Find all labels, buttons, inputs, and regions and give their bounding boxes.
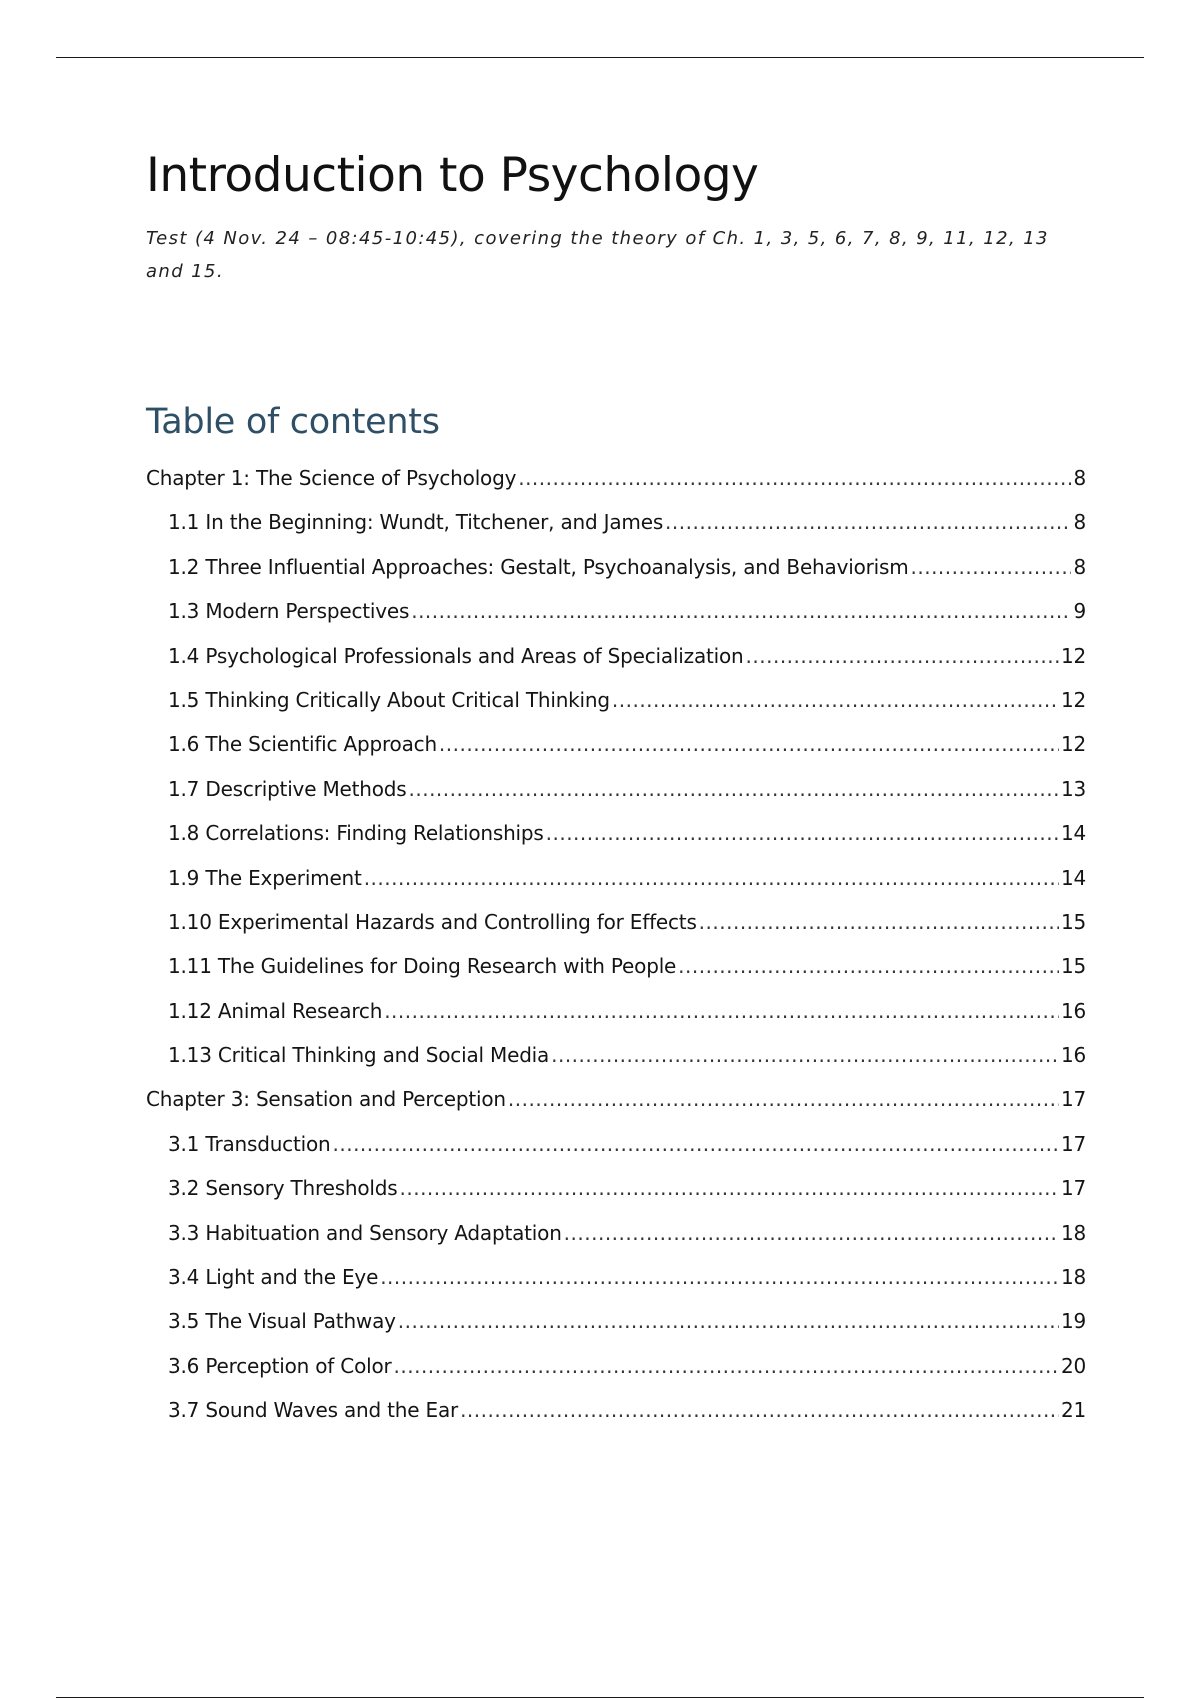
toc-entry-page-number: 14 (1060, 821, 1086, 846)
toc-entry-page-number: 16 (1060, 1043, 1086, 1068)
toc-dot-leader (460, 1398, 1059, 1422)
toc-chapter-entry[interactable] (146, 1087, 1086, 1131)
toc-entry-label: 1.6 The Scientific Approach (168, 732, 437, 757)
document-title: Introduction to Psychology (146, 148, 759, 203)
toc-section-entry[interactable] (146, 954, 1086, 998)
toc-dot-leader (678, 954, 1059, 978)
toc-section-entry[interactable] (146, 1132, 1086, 1176)
toc-section-entry[interactable] (146, 821, 1086, 865)
toc-entry-label: 3.6 Perception of Color (168, 1353, 392, 1378)
toc-entry-label: 1.3 Modern Perspectives (168, 599, 410, 624)
toc-dot-leader (911, 555, 1072, 579)
toc-entry-label: 1.12 Animal Research (168, 998, 383, 1023)
toc-dot-leader (564, 1221, 1059, 1245)
toc-entry-label: 1.7 Descriptive Methods (168, 776, 407, 801)
toc-entry-page-number: 18 (1060, 1265, 1086, 1290)
toc-entry-page-number: 8 (1073, 554, 1086, 579)
toc-entry-label: 1.5 Thinking Critically About Critical Thinking (168, 687, 610, 712)
toc-section-entry[interactable] (146, 644, 1086, 688)
toc-section-entry[interactable] (146, 599, 1086, 643)
toc-entry-page-number: 17 (1060, 1087, 1086, 1112)
toc-entry-page-number: 9 (1073, 599, 1086, 624)
toc-entry-page-number: 12 (1060, 732, 1086, 757)
toc-entry-label: 1.13 Critical Thinking and Social Media (168, 1043, 550, 1068)
toc-dot-leader (384, 999, 1059, 1023)
toc-section-entry[interactable] (146, 1043, 1086, 1087)
toc-entry-page-number: 19 (1060, 1309, 1086, 1334)
toc-section-entry[interactable] (146, 1176, 1086, 1220)
toc-dot-leader (364, 866, 1059, 890)
document-subtitle: Test (4 Nov. 24 – 08:45-10:45), covering the theory of Ch. 1, 3, 5, 6, 7, 8, 9, 11, 12, 13 and 15. (146, 228, 1049, 282)
table-of-contents (146, 466, 1086, 1443)
toc-dot-leader (612, 688, 1059, 712)
toc-entry-label: 1.1 In the Beginning: Wundt, Titchener, and James (168, 510, 664, 535)
toc-section-entry[interactable] (146, 688, 1086, 732)
toc-entry-page-number: 15 (1060, 954, 1086, 979)
toc-entry-page-number: 8 (1073, 510, 1086, 535)
toc-dot-leader (546, 821, 1059, 845)
toc-section-entry[interactable] (146, 1221, 1086, 1265)
toc-section-entry[interactable] (146, 732, 1086, 776)
toc-section-entry[interactable] (146, 999, 1086, 1043)
toc-entry-label: 1.10 Experimental Hazards and Controlling for Effects (168, 909, 697, 934)
toc-entry-label: 3.2 Sensory Thresholds (168, 1176, 398, 1201)
toc-dot-leader (518, 466, 1071, 490)
footer-rule (56, 1697, 1144, 1698)
toc-section-entry[interactable] (146, 1354, 1086, 1398)
toc-heading: Table of contents (146, 402, 440, 442)
toc-entry-label: 1.4 Psychological Professionals and Areas of Specialization (168, 643, 744, 668)
toc-dot-leader (551, 1043, 1059, 1067)
toc-dot-leader (380, 1265, 1059, 1289)
toc-entry-label: 3.1 Transduction (168, 1131, 331, 1156)
toc-dot-leader (699, 910, 1059, 934)
toc-entry-label: 3.4 Light and the Eye (168, 1265, 379, 1290)
toc-entry-page-number: 8 (1073, 466, 1086, 490)
toc-dot-leader (411, 599, 1071, 623)
toc-dot-leader (665, 510, 1071, 534)
toc-section-entry[interactable] (146, 555, 1086, 599)
toc-entry-label: 1.2 Three Influential Approaches: Gestalt, Psychoanalysis, and Behaviorism (168, 554, 909, 579)
toc-section-entry[interactable] (146, 910, 1086, 954)
toc-entry-page-number: 14 (1060, 865, 1086, 890)
toc-section-entry[interactable] (146, 1265, 1086, 1309)
header-rule (56, 57, 1144, 58)
toc-entry-label: 1.9 The Experiment (168, 865, 362, 890)
toc-section-entry[interactable] (146, 1309, 1086, 1353)
toc-section-entry[interactable] (146, 510, 1086, 554)
toc-entry-label: 1.11 The Guidelines for Doing Research with People (168, 954, 677, 979)
toc-entry-page-number: 15 (1060, 909, 1086, 934)
toc-entry-label: Chapter 1: The Science of Psychology (146, 466, 517, 490)
toc-entry-page-number: 17 (1060, 1131, 1086, 1156)
toc-section-entry[interactable] (146, 1398, 1086, 1442)
toc-dot-leader (409, 777, 1059, 801)
toc-entry-label: 3.7 Sound Waves and the Ear (168, 1398, 459, 1423)
toc-entry-page-number: 20 (1060, 1353, 1086, 1378)
toc-dot-leader (746, 644, 1059, 668)
toc-entry-page-number: 21 (1060, 1398, 1086, 1423)
toc-entry-page-number: 12 (1060, 687, 1086, 712)
toc-entry-label: 3.5 The Visual Pathway (168, 1309, 396, 1334)
toc-entry-page-number: 13 (1060, 776, 1086, 801)
toc-entry-page-number: 18 (1060, 1220, 1086, 1245)
toc-dot-leader (394, 1354, 1059, 1378)
toc-entry-page-number: 16 (1060, 998, 1086, 1023)
toc-dot-leader (333, 1132, 1059, 1156)
toc-section-entry[interactable] (146, 777, 1086, 821)
toc-entry-page-number: 17 (1060, 1176, 1086, 1201)
toc-dot-leader (508, 1087, 1059, 1111)
toc-entry-page-number: 12 (1060, 643, 1086, 668)
toc-section-entry[interactable] (146, 866, 1086, 910)
toc-dot-leader (398, 1309, 1059, 1333)
toc-chapter-entry[interactable] (146, 466, 1086, 510)
toc-entry-label: 1.8 Correlations: Finding Relationships (168, 821, 544, 846)
toc-entry-label: Chapter 3: Sensation and Perception (146, 1087, 506, 1112)
toc-entry-label: 3.3 Habituation and Sensory Adaptation (168, 1220, 562, 1245)
toc-dot-leader (400, 1176, 1059, 1200)
toc-dot-leader (439, 732, 1059, 756)
